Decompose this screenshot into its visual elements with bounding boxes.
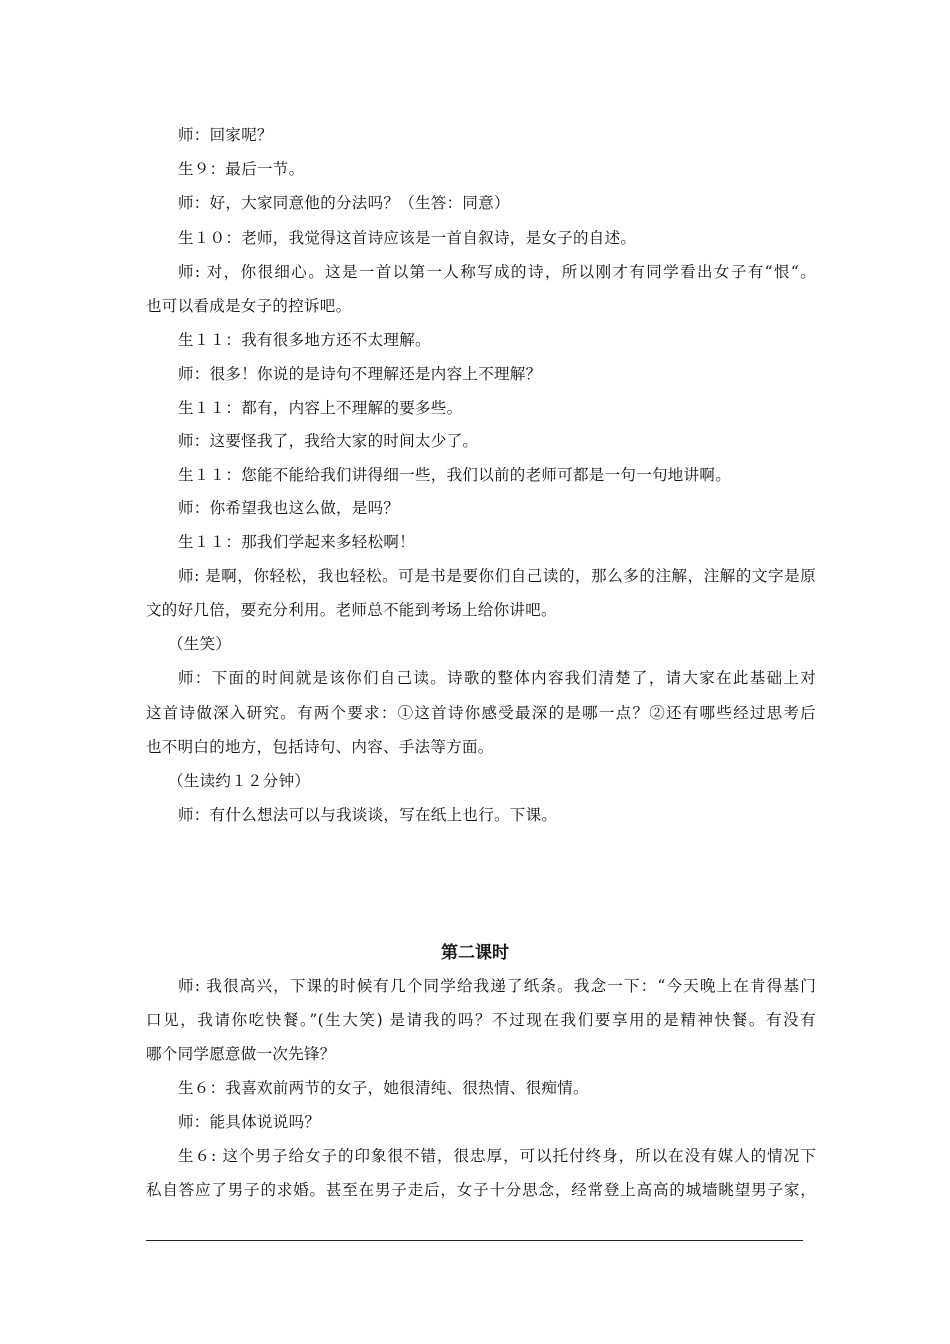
paragraph-line: 口见，我请你吃快餐。”(生大笑) 是请我的吗？不过现在我们要享用的是精神快餐。有没有 bbox=[146, 1011, 816, 1029]
paragraph-line: 生１１：那我们学起来多轻松啊！ bbox=[178, 533, 416, 551]
paragraph-line: 师：这要怪我了，我给大家的时间太少了。 bbox=[178, 432, 479, 450]
paragraph-line: 师：很多！你说的是诗句不理解还是内容上不理解？ bbox=[178, 365, 542, 383]
paragraph-line: 生９：最后一节。 bbox=[178, 160, 305, 178]
paragraph-line: 师：能具体说说吗？ bbox=[178, 1113, 321, 1131]
paragraph-line: 生１１：我有很多地方还不太理解。 bbox=[178, 331, 431, 349]
paragraph-line: 生６: 这个男子给女子的印象很不错，很忠厚，可以托付终身，所以在没有媒人的情况下 bbox=[178, 1147, 816, 1165]
paragraph-line: 生１１：您能不能给我们讲得细一些，我们以前的老师可都是一句一句地讲啊。 bbox=[178, 466, 732, 484]
section-title: 第二课时 bbox=[441, 943, 509, 963]
paragraph-line: 也可以看成是女子的控诉吧。 bbox=[146, 297, 352, 315]
paragraph-line: 哪个同学愿意做一次先锋？ bbox=[146, 1045, 336, 1063]
paragraph-line: 生１１：都有，内容上不理解的要多些。 bbox=[178, 399, 463, 417]
paragraph-line: 师：好，大家同意他的分法吗？（生答：同意） bbox=[178, 194, 510, 212]
paragraph-line: 也不明白的地方，包括诗句、内容、手法等方面。 bbox=[146, 738, 494, 756]
paragraph-line: 师：你希望我也这么做，是吗？ bbox=[178, 499, 400, 517]
paragraph-line: 师：回家呢？ bbox=[178, 126, 273, 144]
paragraph-line: （生读约１２分钟） bbox=[168, 772, 311, 790]
paragraph-line: 师: 对，你很细心。这是一首以第一人称写成的诗，所以刚才有同学看出女子有“恨“。 bbox=[178, 263, 816, 281]
paragraph-line: 生６：我喜欢前两节的女子，她很清纯、很热情、很痴情。 bbox=[178, 1079, 589, 1097]
paragraph-line: 私自答应了男子的求婚。甚至在男子走后，女子十分思念，经常登上高高的城墙眺望男子家， bbox=[146, 1181, 816, 1199]
paragraph-line: 生１０：老师，我觉得这首诗应该是一首自叙诗，是女子的自述。 bbox=[178, 229, 637, 247]
paragraph-line: 师: 是啊，你轻松，我也轻松。可是书是要你们自己读的，那么多的注解，注解的文字是原 bbox=[178, 567, 816, 585]
paragraph-line: （生笑） bbox=[168, 635, 232, 653]
paragraph-line: 师：下面的时间就是该你们自己读。诗歌的整体内容我们清楚了，请大家在此基础上对 bbox=[178, 669, 816, 687]
paragraph-line: 这首诗做深入研究。有两个要求：①这首诗你感受最深的是哪一点？②还有哪些经过思考后 bbox=[146, 704, 816, 722]
paragraph-line: 师：有什么想法可以与我谈谈，写在纸上也行。下课。 bbox=[178, 806, 558, 824]
footer-divider bbox=[146, 1240, 803, 1241]
paragraph-line: 文的好几倍，要充分利用。老师总不能到考场上给你讲吧。 bbox=[146, 601, 557, 619]
paragraph-line: 师: 我很高兴，下课的时候有几个同学给我递了纸条。我念一下：“今天晚上在肯得基门 bbox=[178, 977, 816, 995]
